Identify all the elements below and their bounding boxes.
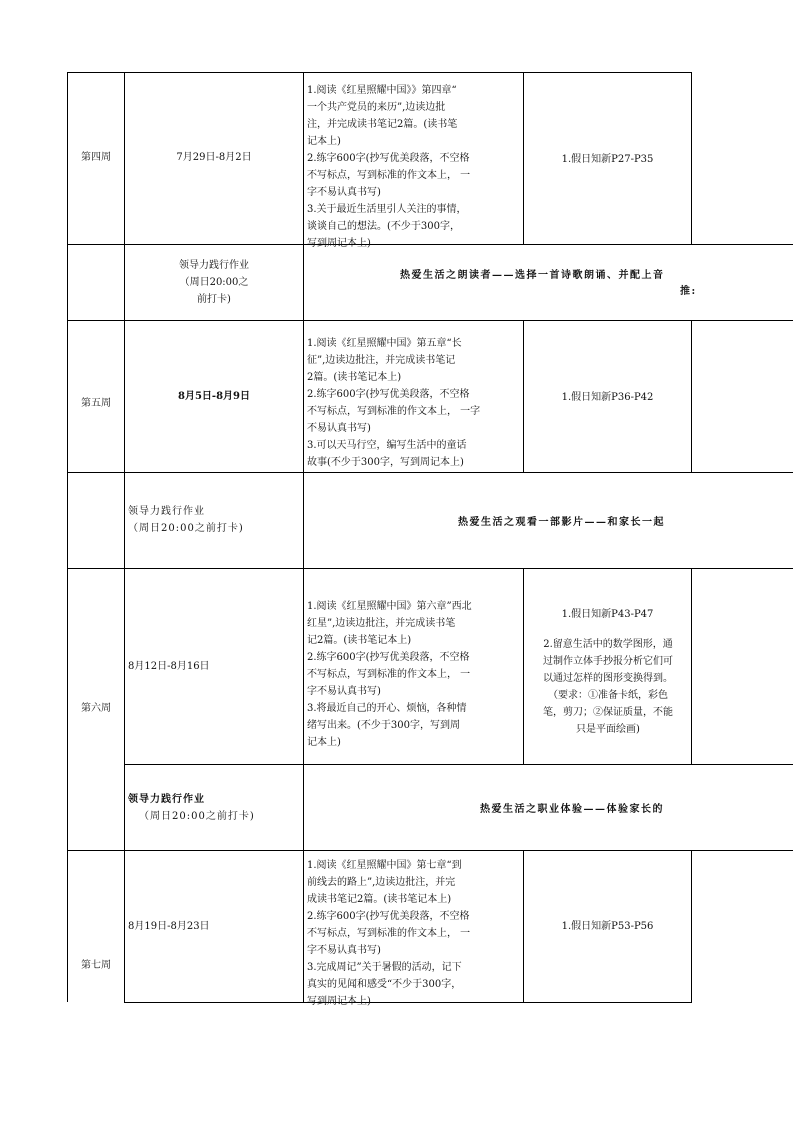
leadership-activity: 热爱生活之朗读者——选择一首诗歌朗诵、并配上音 (400, 270, 665, 281)
week-label: 第六周 (81, 703, 111, 714)
week-label: 第四周 (81, 152, 111, 163)
row-line-week5-bottom (67, 472, 793, 473)
leadership-activity: 热爱生活之观看一部影片——和家长一起 (458, 517, 665, 528)
math-tasks: 1.假日知新P53-P56 (561, 921, 654, 932)
row-line-top (67, 72, 692, 73)
date-range: 7月29日-8月2日 (176, 152, 252, 163)
leadership-label: 领导力践行作业 （周日20:00之前打卡) (128, 506, 244, 534)
column-line-1 (124, 72, 125, 1002)
leadership-label: 领导力践行作业 （周日20:00之 前打卡) (179, 260, 249, 305)
table-border-left (67, 72, 68, 1002)
week-label: 第五周 (81, 398, 111, 409)
column-line-2 (303, 72, 304, 1002)
column-line-3-week6 (523, 568, 524, 764)
chinese-tasks: 1.阅读《红星照耀中国》第五章“长 征”,边读边批注，并完成读书笔记 2篇。(读书笔记本上) 2.练字600字(抄写优美段落，不空格 不写标点，写到标准的作文本上， 一字 不易认真书写) 3.可以天马行空，编写生活中的童话 故事(不少于300字，写到周记本上) (307, 338, 481, 468)
math-tasks: 1.假日知新P27-P35 (561, 154, 654, 165)
row-line-lead6-bottom (67, 850, 793, 851)
row-line-lead4-bottom (67, 320, 793, 321)
right-border-week6 (691, 568, 692, 764)
leadership-activity-tail: 推: (680, 286, 697, 297)
right-border-week5 (691, 320, 692, 472)
row-line-week6-inner (124, 764, 793, 765)
row-line-lead5-bottom (67, 568, 793, 569)
leadership-label: 领导力践行作业 (128, 794, 205, 805)
date-range: 8月19日-8月23日 (128, 921, 210, 932)
math-extra-task: 2.留意生活中的数学图形，通 过制作立体手抄报分析它们可 以通过怎样的图形变换得到。 （要求：①准备卡纸，彩色 笔，剪刀；②保证质量，不能 只是平面绘画) (543, 639, 673, 735)
math-tasks: 1.假日知新P36-P42 (561, 392, 654, 403)
week-label: 第七周 (81, 960, 111, 971)
math-tasks: 1.假日知新P43-P47 (561, 609, 654, 620)
leadership-activity: 热爱生活之职业体验——体验家长的 (480, 804, 664, 815)
date-range: 8月5日-8月9日 (178, 391, 250, 402)
right-border-week7 (691, 850, 692, 1002)
leadership-label-sub: （周日20:00之前打卡) (139, 811, 255, 822)
chinese-tasks: 1.阅读《红星照耀中国》第六章”西北 红星”,边读边批注，并完成读书笔 记2篇。(读书笔记本上) 2.练字600字(抄写优美段落，不空格 不写标点，写到标准的作文本上， 一 字不易认真书写) 3.将最近自己的开心、烦恼，各种情 绪写出来。(不少于300字，写到周 记本上) (307, 601, 472, 748)
right-border-week4 (691, 72, 692, 244)
chinese-tasks: 1.阅读《红星照耀中国》第七章“到 前线去的路上”,边读边批注，并完 成读书笔记2篇。(读书笔记本上) 2.练字600字(抄写优美段落，不空格 不写标点，写到标准的作文本上， 一 字不易认真书写) 3.完成周记”关于暑假的活动，记下 真实的见闻和感受“不少于300字， 写到周记本上) (307, 860, 471, 1007)
date-range: 8月12日-8月16日 (128, 661, 210, 672)
chinese-tasks: 1.阅读《红星照耀中国》》第四章“ 一个共产党员的来历”,边读边批 注，并完成读书笔记2篇。(读书笔 记本上) 2.练字600字(抄写优美段落，不空格 不写标点，写到标准的作文本上， 一 字不易认真书写) 3.关于最近生活里引人关注的事情， 谈谈自己的想法。(不少于300字， 写到周记本上) (307, 85, 471, 249)
